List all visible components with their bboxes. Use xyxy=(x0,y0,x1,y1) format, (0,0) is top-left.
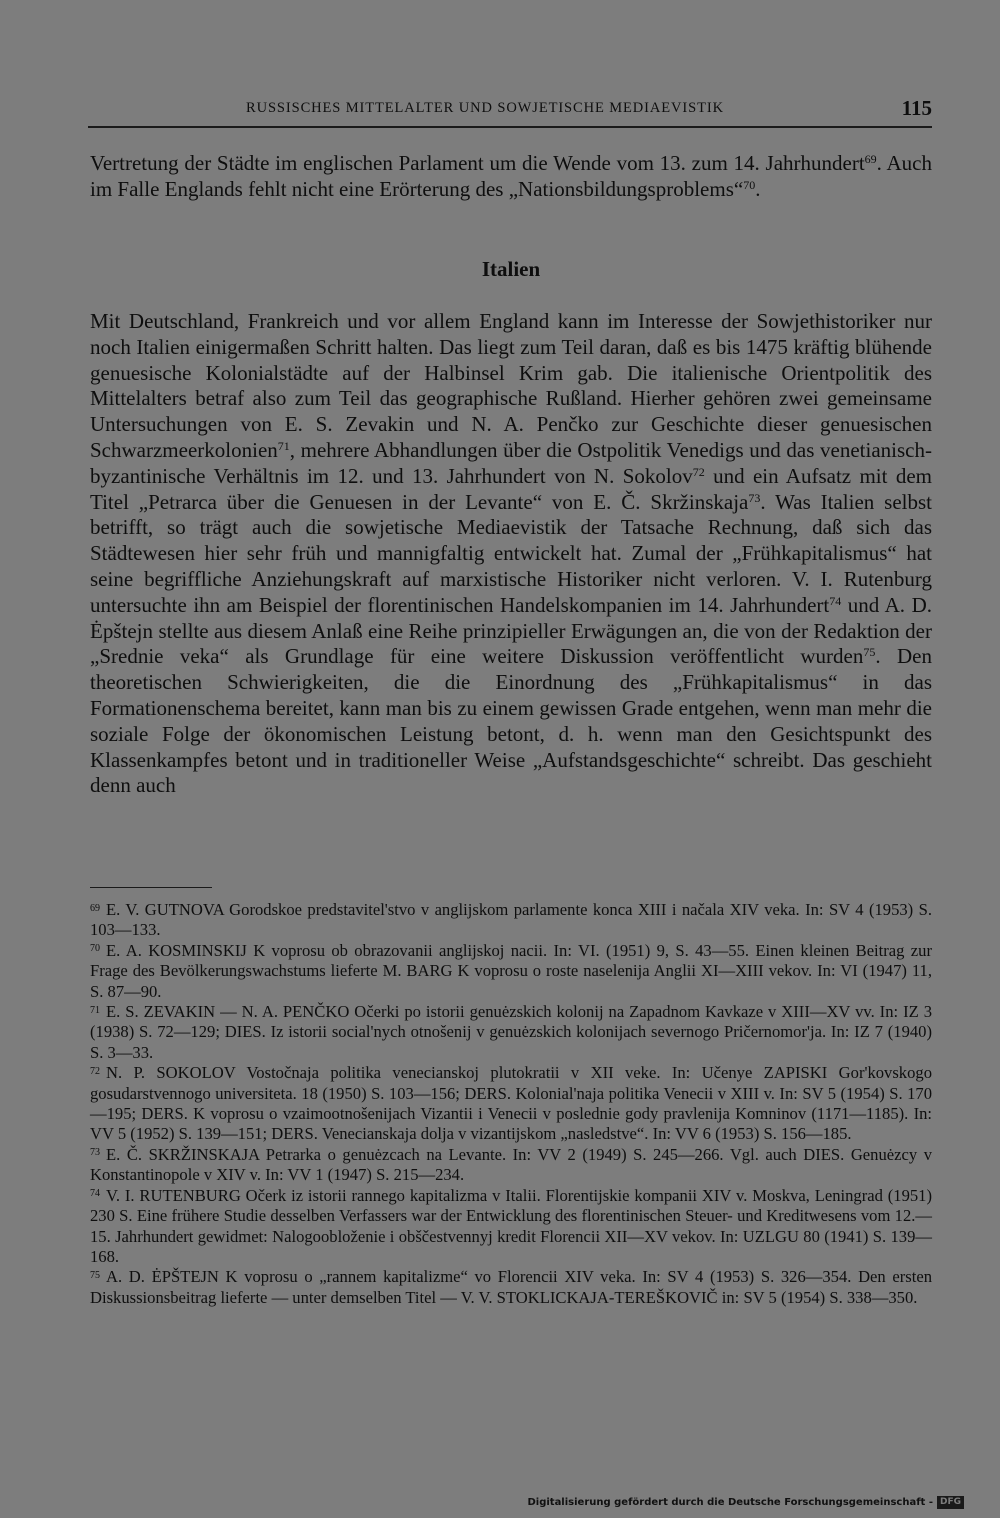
footnote-75 xyxy=(90,1267,932,1308)
page-number: 115 xyxy=(901,96,932,120)
footnote-number: 73 xyxy=(90,1147,100,1159)
text-run: . xyxy=(755,176,761,201)
body-paragraph xyxy=(90,151,932,203)
text-run: Mit Deutschland, Frankreich und vor allem England kann im Interesse der Sowjethistoriker nur noch Italien einigermaßen Schritt halten. Das liegt zum Teil daran, daß es bis 1475 kräftig blühende genuesische Kolonialstädte auf der Halbinsel Krim gab. Die italienische Orientpolitik des Mittelalters betraf also zum Teil das geographische Rußland. Hierher gehören zwei gemeinsame Untersuchungen von E. S. Zevakin und N. A. Penčko zur Geschichte dieser genuesischen Schwarzmeerkolonien xyxy=(90,309,932,462)
footnote-text: E. S. ZEVAKIN — N. A. PENČKO Očerki po istorii genuėzskich kolonij na Zapadnom Kavkaze v XIII—XV vv. In: IZ 3 (1938) S. 72—129; DIES. Iz istorii social'nych otnošenij v genuėzskich kolonijach severnogo Pričernomor'ja. In: IZ 7 (1940) S. 3—33. xyxy=(90,1002,932,1062)
footnote-text: N. P. SOKOLOV Vostočnaja politika venecianskoj plutokratii v XII veke. In: Učenye ZAPISKI Gor'kovskogo gosudarstvennogo universiteta. 18 (1950) S. 103—156; DERS. Kolonial'naja politika Venecii v XIII v. In: SV 5 (1954) S. 170—195; DERS. K voprosu o vzaimootnošenijach Vizantii i Venecii v poslednie gody pravlenija Komninov (1171—1185). In: VV 5 (1952) S. 139—151; DERS. Venecianskaja dolja v vizantijskom „nasledstve“. In: VV 6 (1953) S. 156—185. xyxy=(90,1063,932,1144)
text-run: Vertretung der Städte im englischen Parlament um die Wende vom 13. zum 14. Jahrhundert xyxy=(90,151,865,175)
footnote-number: 75 xyxy=(90,1269,100,1281)
footnote-number: 74 xyxy=(90,1188,100,1200)
credit-text: Digitalisierung gefördert durch die Deutsche Forschungsgemeinschaft - xyxy=(527,1497,933,1508)
running-header xyxy=(88,96,932,128)
running-title: RUSSISCHES MITTELALTER UND SOWJETISCHE MEDIAEVISTIK xyxy=(246,100,724,116)
footnote-71 xyxy=(90,1002,932,1063)
digitization-credit xyxy=(527,1496,964,1509)
footnote-number: 70 xyxy=(90,943,100,955)
footnote-72 xyxy=(90,1063,932,1145)
footnote-text: E. Č. SKRŽINSKAJA Petrarka o genuėzcach na Levante. In: VV 2 (1949) S. 245—266. Vgl. auch DIES. Genuėzcy v Konstantinopole v XIV v. In: VV 1 (1947) S. 215—234. xyxy=(90,1144,932,1185)
text-run: . Was Italien selbst betrifft, so trägt auch die sowjetische Mediaevistik der Tatsache Rechnung, daß sich das Städtewesen hier sehr früh und mannigfaltig entwickelt hat. Zumal der „Frühkapitalismus“ hat seine begriffliche Anziehungskraft auf marxistische Historiker nicht verloren. V. I. Rutenburg untersuchte ihn am Beispiel der florentinischen Handelskompanien im 14. Jahrhundert xyxy=(90,489,932,617)
text-run: . Auch im Falle Englands fehlt nicht eine Erörterung des „Nationsbildungsproblems“ xyxy=(90,151,932,201)
body-paragraph xyxy=(90,309,932,799)
footnote-number: 69 xyxy=(90,902,100,914)
text-run: . Den theoretischen Schwierigkeiten, die die Einordnung des „Frühkapitalismus“ in das Formationenschema bereitet, kann man bis zu einem gewissen Grade entgehen, wenn man mehr die soziale Folge der ökonomischen Leistung betont, d. h. wenn man den Gesichtspunkt des Klassenkampfes betont und in traditioneller Weise „Aufstandsgeschichte“ schreibt. Das geschieht denn auch xyxy=(90,644,932,798)
footnote-divider xyxy=(90,887,212,888)
footnotes xyxy=(90,900,932,1308)
footnote-ref: 75 xyxy=(863,645,876,660)
text-run: , mehrere Abhandlungen über die Ostpolitik Venedigs und das venetianisch-byzantinische Verhältnis im 12. und 13. Jahrhundert von N. Sokolov xyxy=(90,437,932,488)
footnote-ref: 74 xyxy=(829,593,842,608)
footnote-ref: 69 xyxy=(864,151,877,166)
footnote-text: V. I. RUTENBURG Očerk iz istorii rannego kapitalizma v Italii. Florentijskie kompanii XIV v. Moskva, Leningrad (1951) 230 S. Eine frühere Studie desselben Verfassers war der Entwicklung des florentinischen Steuer- und Kreditwesens vom 12.—15. Jahrhundert gewidmet: Nalogooblоženie i obščestvennyj kredit Florencii XII—XV vekov. In: UZLGU 80 (1941) S. 139—168. xyxy=(90,1185,932,1266)
footnote-73 xyxy=(90,1145,932,1186)
footnote-ref: 72 xyxy=(692,464,705,479)
text-run: und ein Aufsatz mit dem Titel „Petrarca über die Genuesen in der Levante“ von E. Č. Skržinskaja xyxy=(90,463,932,514)
footnote-text: E. V. GUTNOVA Gorodskoe predstavitel'stvo v anglijskom parlamente konca XIII i načala XIV veka. In: SV 4 (1953) S. 103—133. xyxy=(90,900,932,940)
footnote-ref: 71 xyxy=(277,438,290,453)
footnote-ref: 70 xyxy=(743,177,756,192)
footnote-number: 71 xyxy=(90,1004,100,1016)
text-run: und A. D. Ėpštejn stellte aus diesem Anlaß eine Reihe prinzipieller Erwägungen an, die von der Redaktion der „Srednie veka“ als Grundlage für eine weitere Diskussion veröffentlicht wurden xyxy=(90,592,932,669)
footnote-text: E. A. KOSMINSKIJ K voprosu ob obrazovanii anglijskoj nacii. In: VI. (1951) 9, S. 43—55. Einen kleinen Beitrag zur Frage des Bevölkerungswachstums lieferte M. BARG K voprosu o roste naselenija Anglii XI—XIII vekov. In: VI (1947) 11, S. 87—90. xyxy=(90,940,932,1001)
footnote-number: 72 xyxy=(90,1065,100,1077)
footnote-69 xyxy=(90,900,932,941)
footnote-text: A. D. ĖPŠTEJN K voprosu o „rannem kapitalizme“ vo Florencii XIV veka. In: SV 4 (1953) S. 326—354. Den ersten Diskussionsbeitrag lieferte — unter demselben Titel — V. V. STOKLICKAJA-TEREŠKOVIČ in: SV 5 (1954) S. 338—350. xyxy=(90,1267,932,1307)
footnote-74 xyxy=(90,1186,932,1268)
dfg-logo: DFG xyxy=(937,1496,964,1509)
footnote-ref: 73 xyxy=(748,490,761,505)
footnote-70 xyxy=(90,941,932,1002)
section-heading: Italien xyxy=(481,257,541,281)
